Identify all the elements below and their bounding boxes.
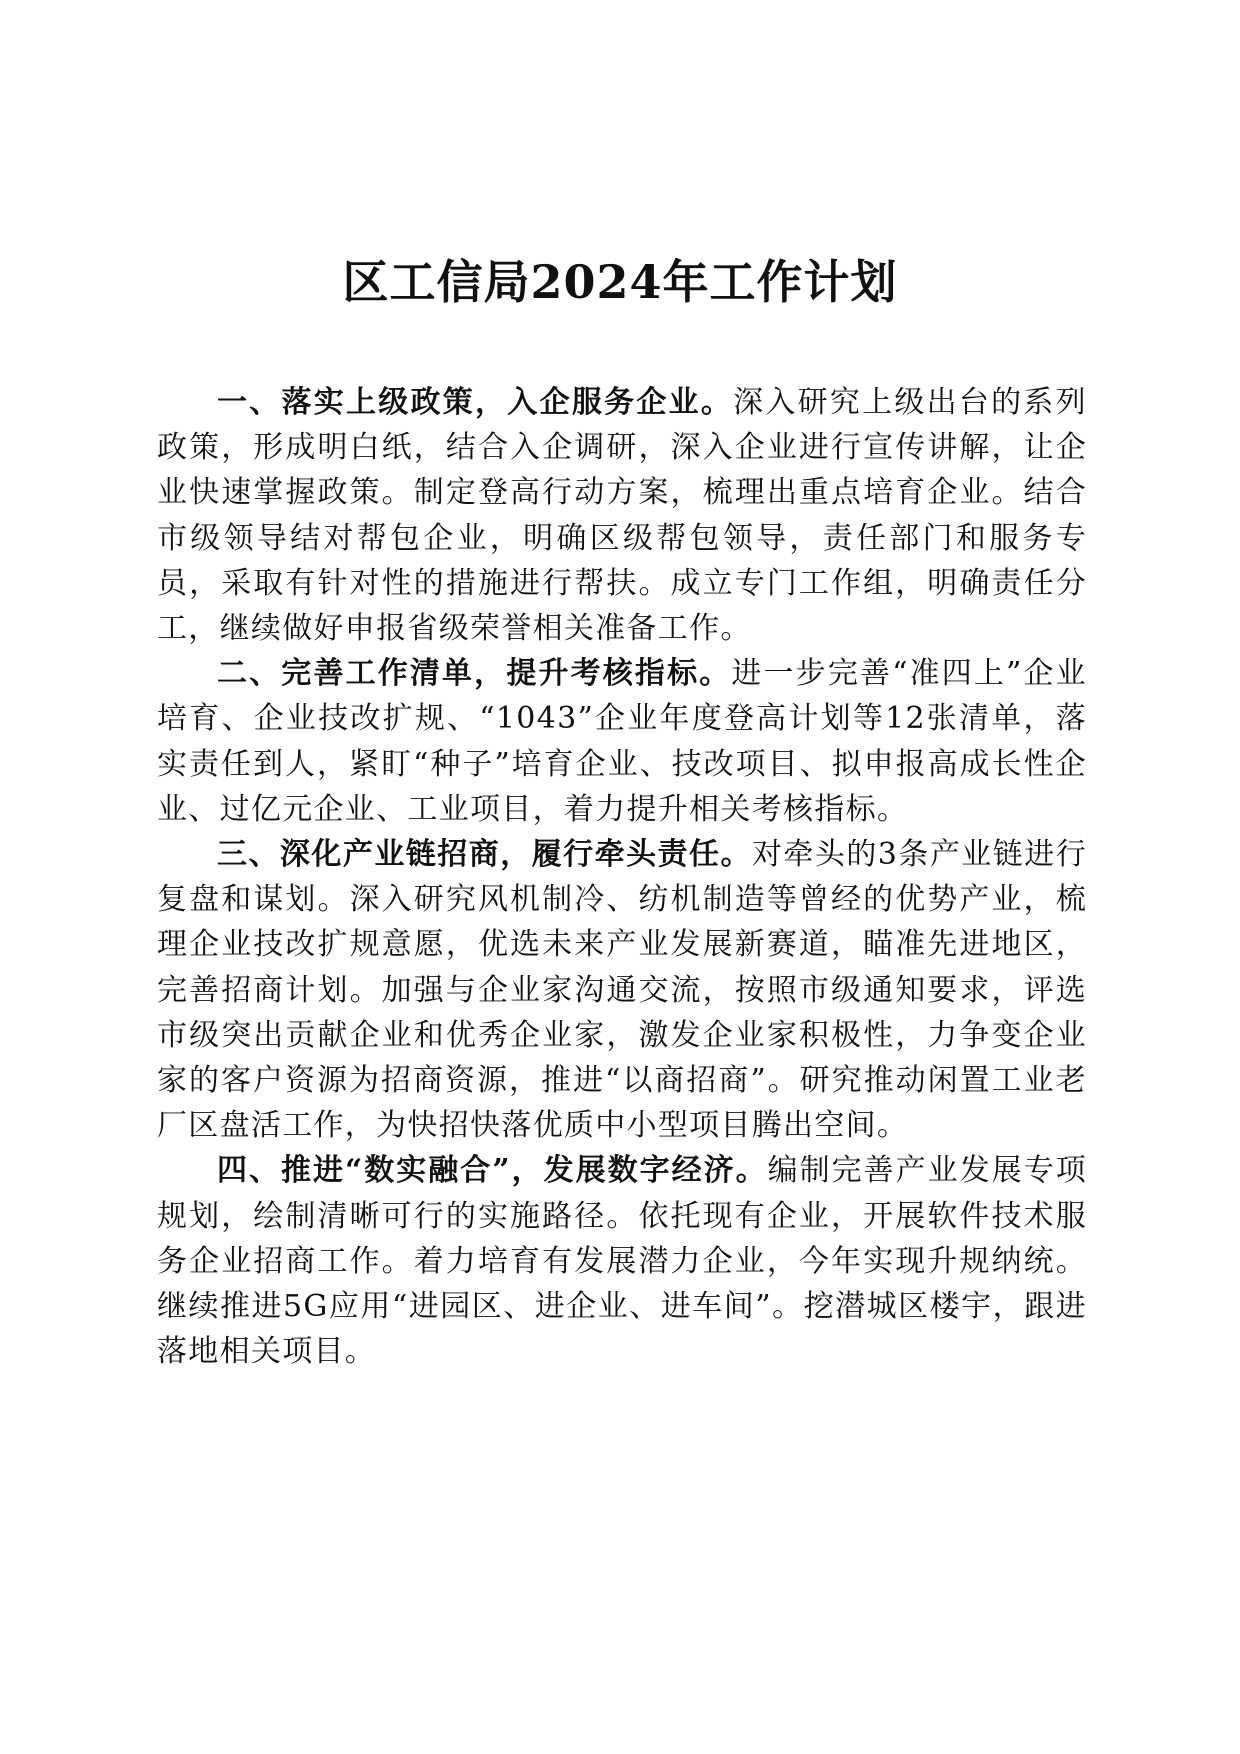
paragraph-policy [157,380,1087,651]
paragraph-heading: 二、完善工作清单，提升考核指标。 [217,656,732,692]
document-body [157,380,1087,1374]
paragraph-text: 深入研究上级出台的系列政策，形成明白纸，结合入企调研，深入企业进行宣传讲解，让企业快速掌握政策。制定登高行动方案，梳理出重点培育企业。结合市级领导结对帮包企业，明确区级帮包领导，责任部门和服务专员，采取有针对性的措施进行帮扶。成立专门工作组，明确责任分工，继续做好申报省级荣誉相关准备工作。 [157,385,1087,647]
paragraph-text: 编制完善产业发展专项规划，绘制清晰可行的实施路径。依托现有企业，开展软件技术服务企业招商工作。着力培育有发展潜力企业，今年实现升规纳统。继续推进5G应用“进园区、进企业、进车间”。挖潜城区楼宇，跟进落地相关项目。 [157,1153,1087,1370]
paragraph-heading: 四、推进“数实融合”，发展数字经济。 [217,1153,768,1189]
paragraph-digital-economy [157,1148,1087,1374]
paragraph-work-list [157,651,1087,832]
paragraph-industry-chain [157,832,1087,1148]
paragraph-text: 对牵头的3条产业链进行复盘和谋划。深入研究风机制冷、纺机制造等曾经的优势产业，梳理企业技改扩规意愿，优选未来产业发展新赛道，瞄准先进地区，完善招商计划。加强与企业家沟通交流，按照市级通知要求，评选市级突出贡献企业和优秀企业家，激发企业家积极性，力争变企业家的客户资源为招商资源，推进“以商招商”。研究推动闲置工业老厂区盘活工作，为快招快落优质中小型项目腾出空间。 [157,837,1087,1144]
document-title: 区工信局2024年工作计划 [342,255,898,309]
paragraph-text: 进一步完善“准四上”企业培育、企业技改扩规、“1043”企业年度登高计划等12张清单，落实责任到人，紧盯“种子”培育企业、技改项目、拟申报高成长性企业、过亿元企业、工业项目，着力提升相关考核指标。 [157,656,1087,827]
paragraph-heading: 一、落实上级政策，入企服务企业。 [217,385,734,420]
paragraph-heading: 三、深化产业链招商，履行牵头责任。 [217,837,752,873]
